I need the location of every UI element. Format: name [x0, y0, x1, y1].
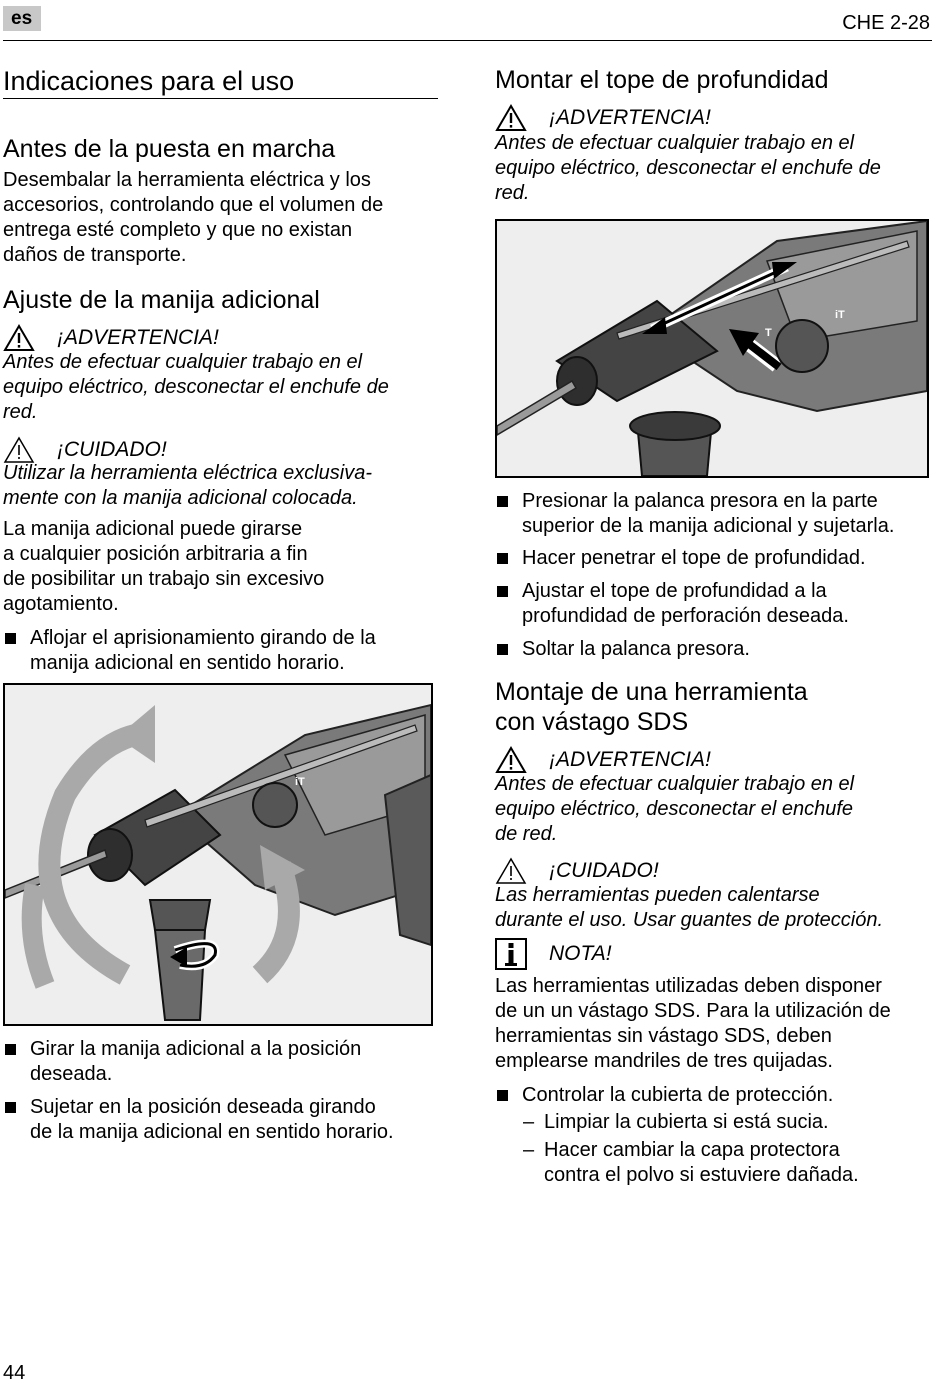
- paragraph-handle-rotate: La manija adicional puede girarse a cualquier posición arbitraria a fin de posibilitar un trabajo sin excesivo agotamiento.: [3, 518, 325, 615]
- figure2-selector-it-label: iT: [835, 309, 845, 321]
- bullet-loosen: Aflojar el aprisionamiento girando de la manija adicional en sentido horario.: [3, 626, 376, 676]
- warning-label: ¡ADVERTENCIA!: [57, 326, 219, 349]
- bullet-square-icon: [5, 1102, 16, 1113]
- section-title: Indicaciones para el uso: [3, 66, 295, 96]
- header-rule: [3, 40, 932, 41]
- paragraph-sds: Las herramientas utilizadas deben disponer de un un vástago SDS. Para la utilización de herramientas sin vástago SDS, deben emplearse mandriles de tres quijadas.: [495, 975, 891, 1072]
- warning-block-depth: [495, 104, 711, 132]
- bullet-square-icon: [497, 586, 508, 597]
- paragraph-unpack: Desembalar la herramienta eléctrica y los accesorios, controlando que el volumen de entrega esté completo y que no existan daños de transporte.: [3, 169, 384, 266]
- bullet-insert-stop: Hacer penetrar el tope de profundidad.: [495, 546, 866, 571]
- page-number: 44: [3, 1362, 26, 1384]
- caution-text-sds: Las herramientas pueden calentarse durante el uso. Usar guantes de protección.: [495, 884, 884, 931]
- warning-label: ¡ADVERTENCIA!: [549, 106, 711, 129]
- bullet-square-icon: [497, 644, 508, 655]
- info-icon: [495, 938, 527, 970]
- warning-triangle-icon: [3, 324, 35, 352]
- figure1-selector-it-label: iT: [295, 776, 305, 788]
- caution-label: ¡CUIDADO!: [57, 438, 167, 461]
- warning-block-sds: [495, 746, 711, 774]
- caution-block: [3, 436, 167, 464]
- figure-depth-stop: [495, 219, 929, 478]
- warning-triangle-icon: [495, 746, 527, 774]
- bullet-square-icon: [497, 496, 508, 507]
- warning-text-sds: Antes de efectuar cualquier trabajo en el equipo eléctrico, desconectar el enchufe de red.: [495, 773, 855, 845]
- figure-side-handle-illustration: [5, 685, 431, 1024]
- dash-clean-cover: – Limpiar la cubierta si está sucia.: [523, 1111, 829, 1133]
- dash-marker: –: [523, 1111, 535, 1133]
- figure-depth-stop-illustration: [497, 221, 927, 476]
- heading-sds-mount: Montaje de una herramienta con vástago SDS: [495, 678, 808, 736]
- caution-block-sds: [495, 857, 659, 885]
- heading-handle-adjust: Ajuste de la manija adicional: [3, 286, 320, 314]
- warning-text-depth: Antes de efectuar cualquier trabajo en el equipo eléctrico, desconectar el enchufe de red.: [495, 132, 881, 204]
- warning-text: Antes de efectuar cualquier trabajo en el equipo eléctrico, desconectar el enchufe de red.: [3, 351, 389, 423]
- caution-label: ¡CUIDADO!: [549, 859, 659, 882]
- dash-marker: –: [523, 1139, 535, 1161]
- bullet-check-cover: Controlar la cubierta de protección.: [495, 1083, 833, 1108]
- bullet-release-lever: Soltar la palanca presora.: [495, 637, 750, 662]
- caution-triangle-icon: [3, 436, 35, 464]
- bullet-rotate-position: Girar la manija adicional a la posición deseada.: [3, 1037, 361, 1087]
- figure-side-handle: [3, 683, 433, 1026]
- bullet-adjust-depth: Ajustar el tope de profundidad a la profundidad de perforación deseada.: [495, 579, 849, 629]
- bullet-fix-position: Sujetar en la posición deseada girando de la manija adicional en sentido horario.: [3, 1095, 394, 1145]
- warning-triangle-icon: [495, 104, 527, 132]
- title-rule: [3, 98, 438, 99]
- heading-before-start: Antes de la puesta en marcha: [3, 135, 336, 163]
- note-label: NOTA!: [549, 942, 612, 965]
- caution-triangle-icon: [495, 857, 527, 885]
- dash-replace-cover: – Hacer cambiar la capa protectora contra el polvo si estuviere dañada.: [523, 1139, 859, 1186]
- figure2-selector-t-label: T: [765, 327, 772, 339]
- warning-label: ¡ADVERTENCIA!: [549, 748, 711, 771]
- language-tab: es: [3, 6, 41, 31]
- bullet-square-icon: [497, 1090, 508, 1101]
- bullet-square-icon: [497, 553, 508, 564]
- caution-text: Utilizar la herramienta eléctrica exclusiva- mente con la manija adicional colocada.: [3, 462, 373, 509]
- bullet-square-icon: [5, 633, 16, 644]
- bullet-press-lever: Presionar la palanca presora en la parte superior de la manija adicional y sujetarla.: [495, 489, 894, 539]
- document-code: CHE 2-28: [842, 12, 930, 34]
- bullet-square-icon: [5, 1044, 16, 1055]
- note-block: [495, 938, 612, 970]
- warning-block: [3, 324, 219, 352]
- heading-depth-stop: Montar el tope de profundidad: [495, 66, 829, 94]
